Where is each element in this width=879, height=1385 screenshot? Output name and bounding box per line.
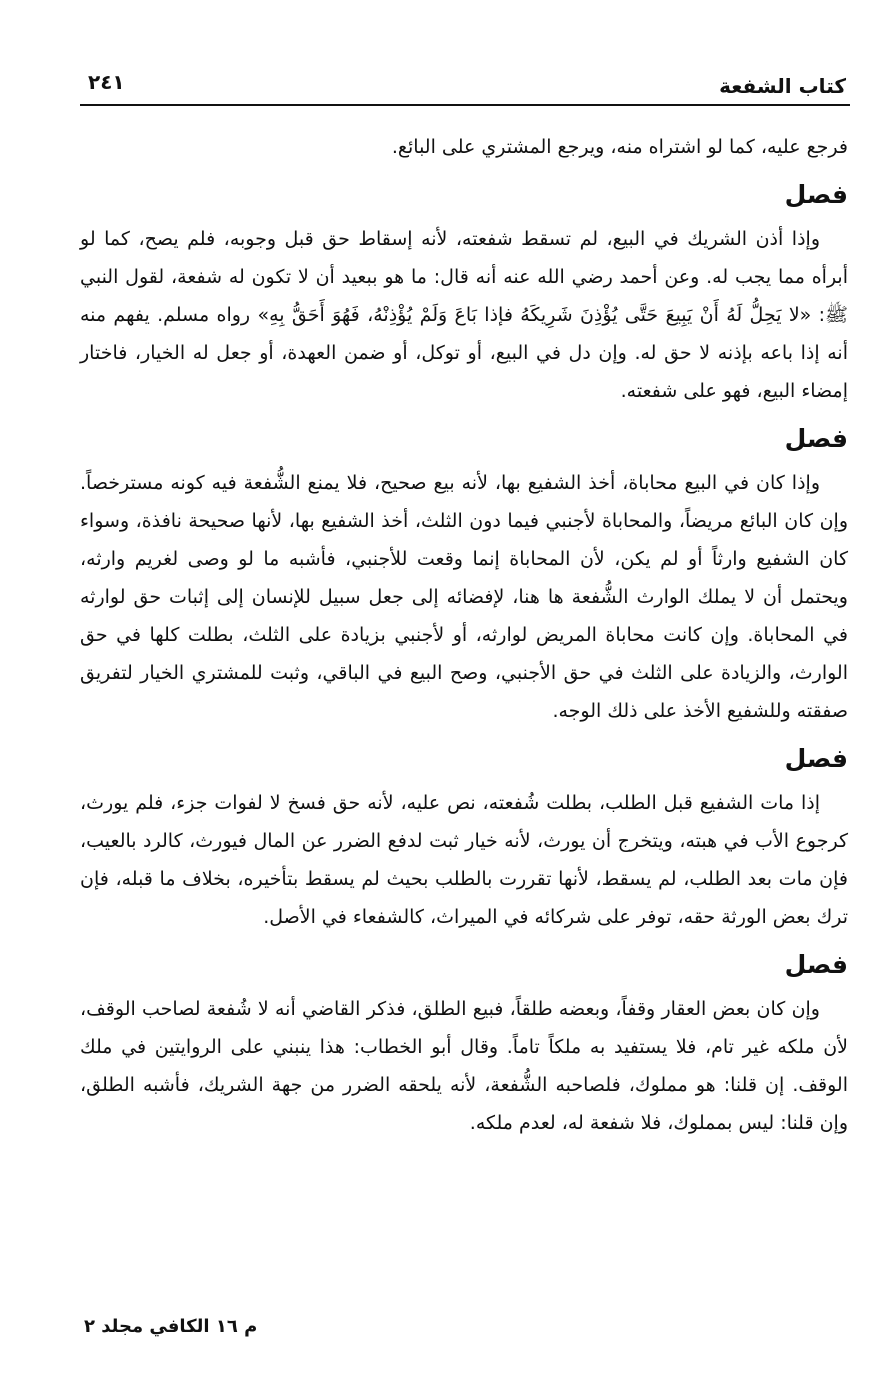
- paragraph: وإذا أذن الشريك في البيع، لم تسقط شفعته، لأنه إسقاط حق قبل وجوبه، فلم يصح، كما لو أبرأه مما يجب له. وعن أحمد رضي الله عنه أنه قال: ما هو ببعيد أن لا تكون له شفعة، لقول النبي ﷺ: «لا يَحِلُّ لَهُ أَنْ يَبِيعَ حَتَّى يُؤْذِنَ شَرِيكَهُ فإذا بَاعَ وَلَمْ يُؤْذِنْهُ، فَهُوَ أَحَقُّ بِهِ» رواه مسلم. يفهم منه أنه إذا باعه بإذنه لا حق له. وإن دل في البيع، أو توكل، أو ضمن العهدة، أو جعل له الخيار، فاختار إمضاء البيع، فهو على شفعته.: [80, 228, 848, 402]
- page-number: ٢٤١: [88, 70, 125, 94]
- section-heading: فصل: [784, 950, 848, 979]
- section-heading: فصل: [784, 744, 848, 773]
- paragraph: وإن كان بعض العقار وقفاً، وبعضه طلقاً، فبيع الطلق، فذكر القاضي أنه لا شُفعة لصاحب الوقف، لأن ملكه غير تام، فلا يستفيد به ملكاً تاماً. وقال أبو الخطاب: هذا ينبني على الروايتين في ملك الوقف. إن قلنا: هو مملوك، فلصاحبه الشُّفعة، لأنه يلحقه الضرر من جهة الشريك، فأشبه الطلق، وإن قلنا: ليس بمملوك، فلا شفعة له، لعدم ملكه.: [80, 998, 848, 1134]
- header-rule: [80, 104, 850, 106]
- paragraph: إذا مات الشفيع قبل الطلب، بطلت شُفعته، نص عليه، لأنه حق فسخ لا لفوات جزء، فلم يورث، كرجوع الأب في هبته، ويتخرج أن يورث، لأنه خيار ثبت لدفع الضرر عن المال فيورث، كالرد بالعيب، فإن مات بعد الطلب، لم يسقط، لأنها تقررت بالطلب بحيث لم يسقط بتأخيره، بخلاف ما قبله، فإن ترك بعض الورثة حقه، توفر على شركائه في الميراث، كالشفعاء في الأصل.: [80, 792, 848, 928]
- signature-mark: م ١٦ الكافي مجلد ٢: [84, 1316, 258, 1337]
- section-death-of-preemptor: [80, 738, 848, 936]
- paragraph: وإذا كان في البيع محاباة، أخذ الشفيع بها، لأنه بيع صحيح، فلا يمنع الشُّفعة فيه كونه مسترخصاً. وإن كان البائع مريضاً، والمحاباة لأجنبي فيما دون الثلث، أخذ الشفيع بها، لأنها صحيحة نافذة، وسواء كان الشفيع وارثاً أو لم يكن، لأن المحاباة إنما وقعت للأجنبي، فأشبه ما لو وصى لغريم وارثه، ويحتمل أن لا يملك الوارث الشُّفعة ها هنا، لإفضائه إلى جعل سبيل للإنسان إلى إثبات حق لوارثه في المحاباة. وإن كانت محاباة المريض لوارثه، أو لأجنبي بزيادة على الثلث، بطلت كلها في حق الوارث، والزيادة على الثلث في حق الأجنبي، وصح البيع في الباقي، وثبت للمشتري الخيار لتفريق صفقته وللشفيع الأخذ على ذلك الوجه.: [80, 472, 848, 722]
- section-heading: فصل: [784, 180, 848, 209]
- section-endowment: [80, 944, 848, 1142]
- page-header: [80, 60, 850, 108]
- section-favoritism: [80, 418, 848, 730]
- section-heading: فصل: [784, 424, 848, 453]
- section-permission: [80, 174, 848, 410]
- running-title: كتاب الشفعة: [719, 74, 846, 98]
- paragraph: فرجع عليه، كما لو اشتراه منه، ويرجع المشتري على البائع.: [391, 136, 848, 158]
- section-continuation: [80, 128, 848, 166]
- page-body: [80, 128, 848, 1142]
